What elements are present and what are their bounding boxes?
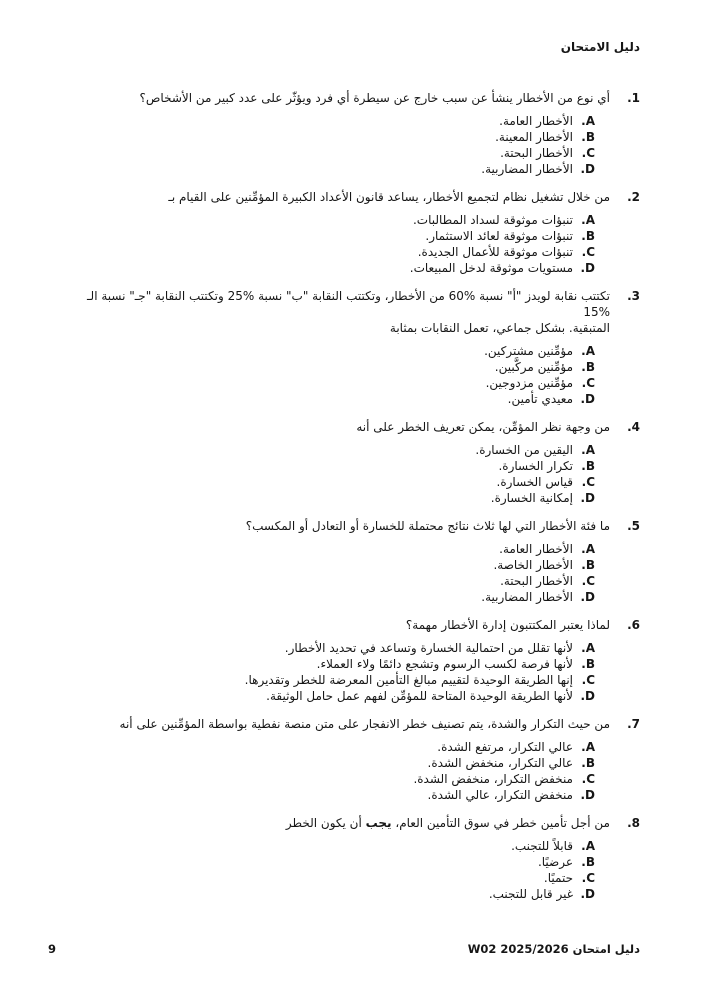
- question-head: [75, 815, 640, 831]
- question-text: من وجهة نظر المؤمِّن، يمكن تعريف الخطر على أنه: [356, 420, 610, 434]
- option-text: لأنها تقلل من احتمالية الخسارة وتساعد في تحديد الأخطار.: [284, 641, 573, 655]
- option-letter: D.: [580, 392, 595, 406]
- option-letter: A.: [581, 542, 595, 556]
- option-text: قياس الخسارة.: [496, 475, 573, 489]
- option-row: [75, 145, 640, 161]
- option-letter: A.: [581, 740, 595, 754]
- question-block: [75, 419, 640, 506]
- option-row: [75, 787, 640, 803]
- option-text: لأنها فرصة لكسب الرسوم وتشجع دائمًا ولاء العملاء.: [316, 657, 573, 671]
- question-number: 8.: [627, 816, 640, 830]
- option-letter: C.: [581, 245, 595, 259]
- options-list: [75, 838, 640, 902]
- question-number: 3.: [627, 289, 640, 303]
- option-text: الأخطار البحتة.: [500, 146, 573, 160]
- option-text: الأخطار الخاصة.: [493, 558, 573, 572]
- question-block: [75, 90, 640, 177]
- option-letter: D.: [580, 261, 595, 275]
- option-row: [75, 359, 640, 375]
- options-list: [75, 212, 640, 276]
- option-letter: B.: [581, 360, 595, 374]
- question-text: من أجل تأمين خطر في سوق التأمين العام، يجب أن يكون الخطر: [285, 816, 610, 830]
- option-letter: D.: [580, 788, 595, 802]
- option-letter: C.: [581, 376, 595, 390]
- question-text: لماذا يعتبر المكتتبون إدارة الأخطار مهمة؟: [405, 618, 610, 632]
- question-head: [75, 617, 640, 633]
- option-text: غير قابل للتجنب.: [488, 887, 573, 901]
- option-row: [75, 557, 640, 573]
- question-text: تكتتب نقابة لويدز "أ" نسبة %60 من الأخطار، وتكتتب النقابة "ب" نسبة %25 وتكتتب النقابة "جـ" نسبة الـ %15 المتبقية. بشكل جماعي، تعمل النقابات بمثابة: [87, 289, 610, 335]
- option-letter: B.: [581, 130, 595, 144]
- option-text: تنبؤات موثوقة للأعمال الجديدة.: [417, 245, 573, 259]
- question-number: 5.: [627, 519, 640, 533]
- option-row: [75, 113, 640, 129]
- option-row: [75, 129, 640, 145]
- option-row: [75, 589, 640, 605]
- question-head: [75, 288, 640, 336]
- option-row: [75, 458, 640, 474]
- option-letter: A.: [581, 443, 595, 457]
- option-letter: C.: [581, 574, 595, 588]
- option-row: [75, 755, 640, 771]
- option-row: [75, 541, 640, 557]
- question-number: 4.: [627, 420, 640, 434]
- option-letter: B.: [581, 558, 595, 572]
- question-block: [75, 288, 640, 407]
- options-list: [75, 113, 640, 177]
- question-text: أي نوع من الأخطار ينشأ عن سبب خارج عن سيطرة أي فرد ويؤثّر على عدد كبير من الأشخاص؟: [139, 91, 610, 105]
- question-number: 1.: [627, 91, 640, 105]
- option-text: معيدي تأمين.: [507, 392, 573, 406]
- questions-list: [75, 90, 640, 914]
- option-text: عالي التكرار، منخفض الشدة.: [427, 756, 573, 770]
- option-row: [75, 870, 640, 886]
- option-letter: B.: [581, 855, 595, 869]
- option-text: مؤمِّنين مزدوجين.: [485, 376, 573, 390]
- question-head: [75, 716, 640, 732]
- option-text: إنها الطريقة الوحيدة لتقييم مبالغ التأمين المعرضة للخطر وتقديرها.: [244, 673, 573, 687]
- option-letter: C.: [581, 146, 595, 160]
- option-text: قابلاً للتجنب.: [511, 839, 573, 853]
- option-text: حتميًا.: [543, 871, 573, 885]
- option-letter: C.: [581, 772, 595, 786]
- option-letter: A.: [581, 114, 595, 128]
- footer-page-number: 9: [48, 942, 57, 956]
- option-row: [75, 672, 640, 688]
- option-letter: A.: [581, 839, 595, 853]
- option-row: [75, 854, 640, 870]
- option-text: عالي التكرار، مرتفع الشدة.: [437, 740, 573, 754]
- option-text: إمكانية الخسارة.: [490, 491, 573, 505]
- page-footer: [48, 942, 640, 956]
- option-text: الأخطار البحتة.: [500, 574, 573, 588]
- question-number: 7.: [627, 717, 640, 731]
- option-row: [75, 838, 640, 854]
- option-row: [75, 228, 640, 244]
- option-row: [75, 391, 640, 407]
- question-text: ما فئة الأخطار التي لها ثلاث نتائج محتملة للخسارة أو التعادل أو المكسب؟: [245, 519, 610, 533]
- question-block: [75, 716, 640, 803]
- option-row: [75, 375, 640, 391]
- question-text: من خلال تشغيل نظام لتجميع الأخطار، يساعد قانون الأعداد الكبيرة المؤمِّنين على القيام بـ: [168, 190, 610, 204]
- question-number: 2.: [627, 190, 640, 204]
- question-head: [75, 189, 640, 205]
- option-letter: B.: [581, 229, 595, 243]
- option-letter: D.: [580, 590, 595, 604]
- option-letter: B.: [581, 657, 595, 671]
- option-row: [75, 161, 640, 177]
- page-title: دليل الامتحان: [560, 40, 640, 54]
- question-head: [75, 518, 640, 534]
- option-letter: A.: [581, 213, 595, 227]
- option-letter: C.: [581, 871, 595, 885]
- option-text: الأخطار المضاربية.: [481, 162, 573, 176]
- footer-document-label: دليل امتحان W02 2025/2026: [467, 942, 640, 956]
- option-text: منخفض التكرار، عالي الشدة.: [427, 788, 573, 802]
- question-head: [75, 419, 640, 435]
- option-row: [75, 260, 640, 276]
- option-text: اليقين من الخسارة.: [475, 443, 573, 457]
- option-letter: D.: [580, 689, 595, 703]
- option-row: [75, 244, 640, 260]
- option-row: [75, 886, 640, 902]
- options-list: [75, 739, 640, 803]
- option-text: مستويات موثوقة لدخل المبيعات.: [409, 261, 573, 275]
- options-list: [75, 541, 640, 605]
- option-text: مؤمِّنين مركَّبين.: [494, 360, 573, 374]
- option-text: تنبؤات موثوقة لسداد المطالبات.: [412, 213, 573, 227]
- question-text: من حيث التكرار والشدة، يتم تصنيف خطر الانفجار على متن منصة نفطية بواسطة المؤمِّنين على أنه: [119, 717, 610, 731]
- question-block: [75, 189, 640, 276]
- option-row: [75, 490, 640, 506]
- option-text: لأنها الطريقة الوحيدة المتاحة للمؤمِّن لفهم عمل حامل الوثيقة.: [266, 689, 573, 703]
- option-text: الأخطار المضاربية.: [481, 590, 573, 604]
- option-text: منخفض التكرار، منخفض الشدة.: [413, 772, 573, 786]
- option-letter: A.: [581, 641, 595, 655]
- options-list: [75, 343, 640, 407]
- option-row: [75, 474, 640, 490]
- question-block: [75, 518, 640, 605]
- option-letter: A.: [581, 344, 595, 358]
- option-letter: B.: [581, 459, 595, 473]
- option-letter: D.: [580, 491, 595, 505]
- question-block: [75, 617, 640, 704]
- option-text: الأخطار العامة.: [499, 542, 573, 556]
- option-row: [75, 442, 640, 458]
- option-row: [75, 573, 640, 589]
- question-head: [75, 90, 640, 106]
- options-list: [75, 640, 640, 704]
- question-block: [75, 815, 640, 902]
- options-list: [75, 442, 640, 506]
- option-letter: D.: [580, 162, 595, 176]
- option-letter: B.: [581, 756, 595, 770]
- option-row: [75, 771, 640, 787]
- option-text: تنبؤات موثوقة لعائد الاستثمار.: [425, 229, 573, 243]
- option-text: الأخطار العامة.: [499, 114, 573, 128]
- option-row: [75, 688, 640, 704]
- option-text: تكرار الخسارة.: [498, 459, 573, 473]
- option-row: [75, 739, 640, 755]
- option-text: مؤمِّنين مشتركين.: [484, 344, 573, 358]
- question-number: 6.: [627, 618, 640, 632]
- option-letter: C.: [581, 673, 595, 687]
- option-letter: C.: [581, 475, 595, 489]
- option-text: عرضيًا.: [537, 855, 573, 869]
- option-letter: D.: [580, 887, 595, 901]
- option-text: الأخطار المعينة.: [495, 130, 573, 144]
- option-row: [75, 640, 640, 656]
- option-row: [75, 343, 640, 359]
- option-row: [75, 656, 640, 672]
- option-row: [75, 212, 640, 228]
